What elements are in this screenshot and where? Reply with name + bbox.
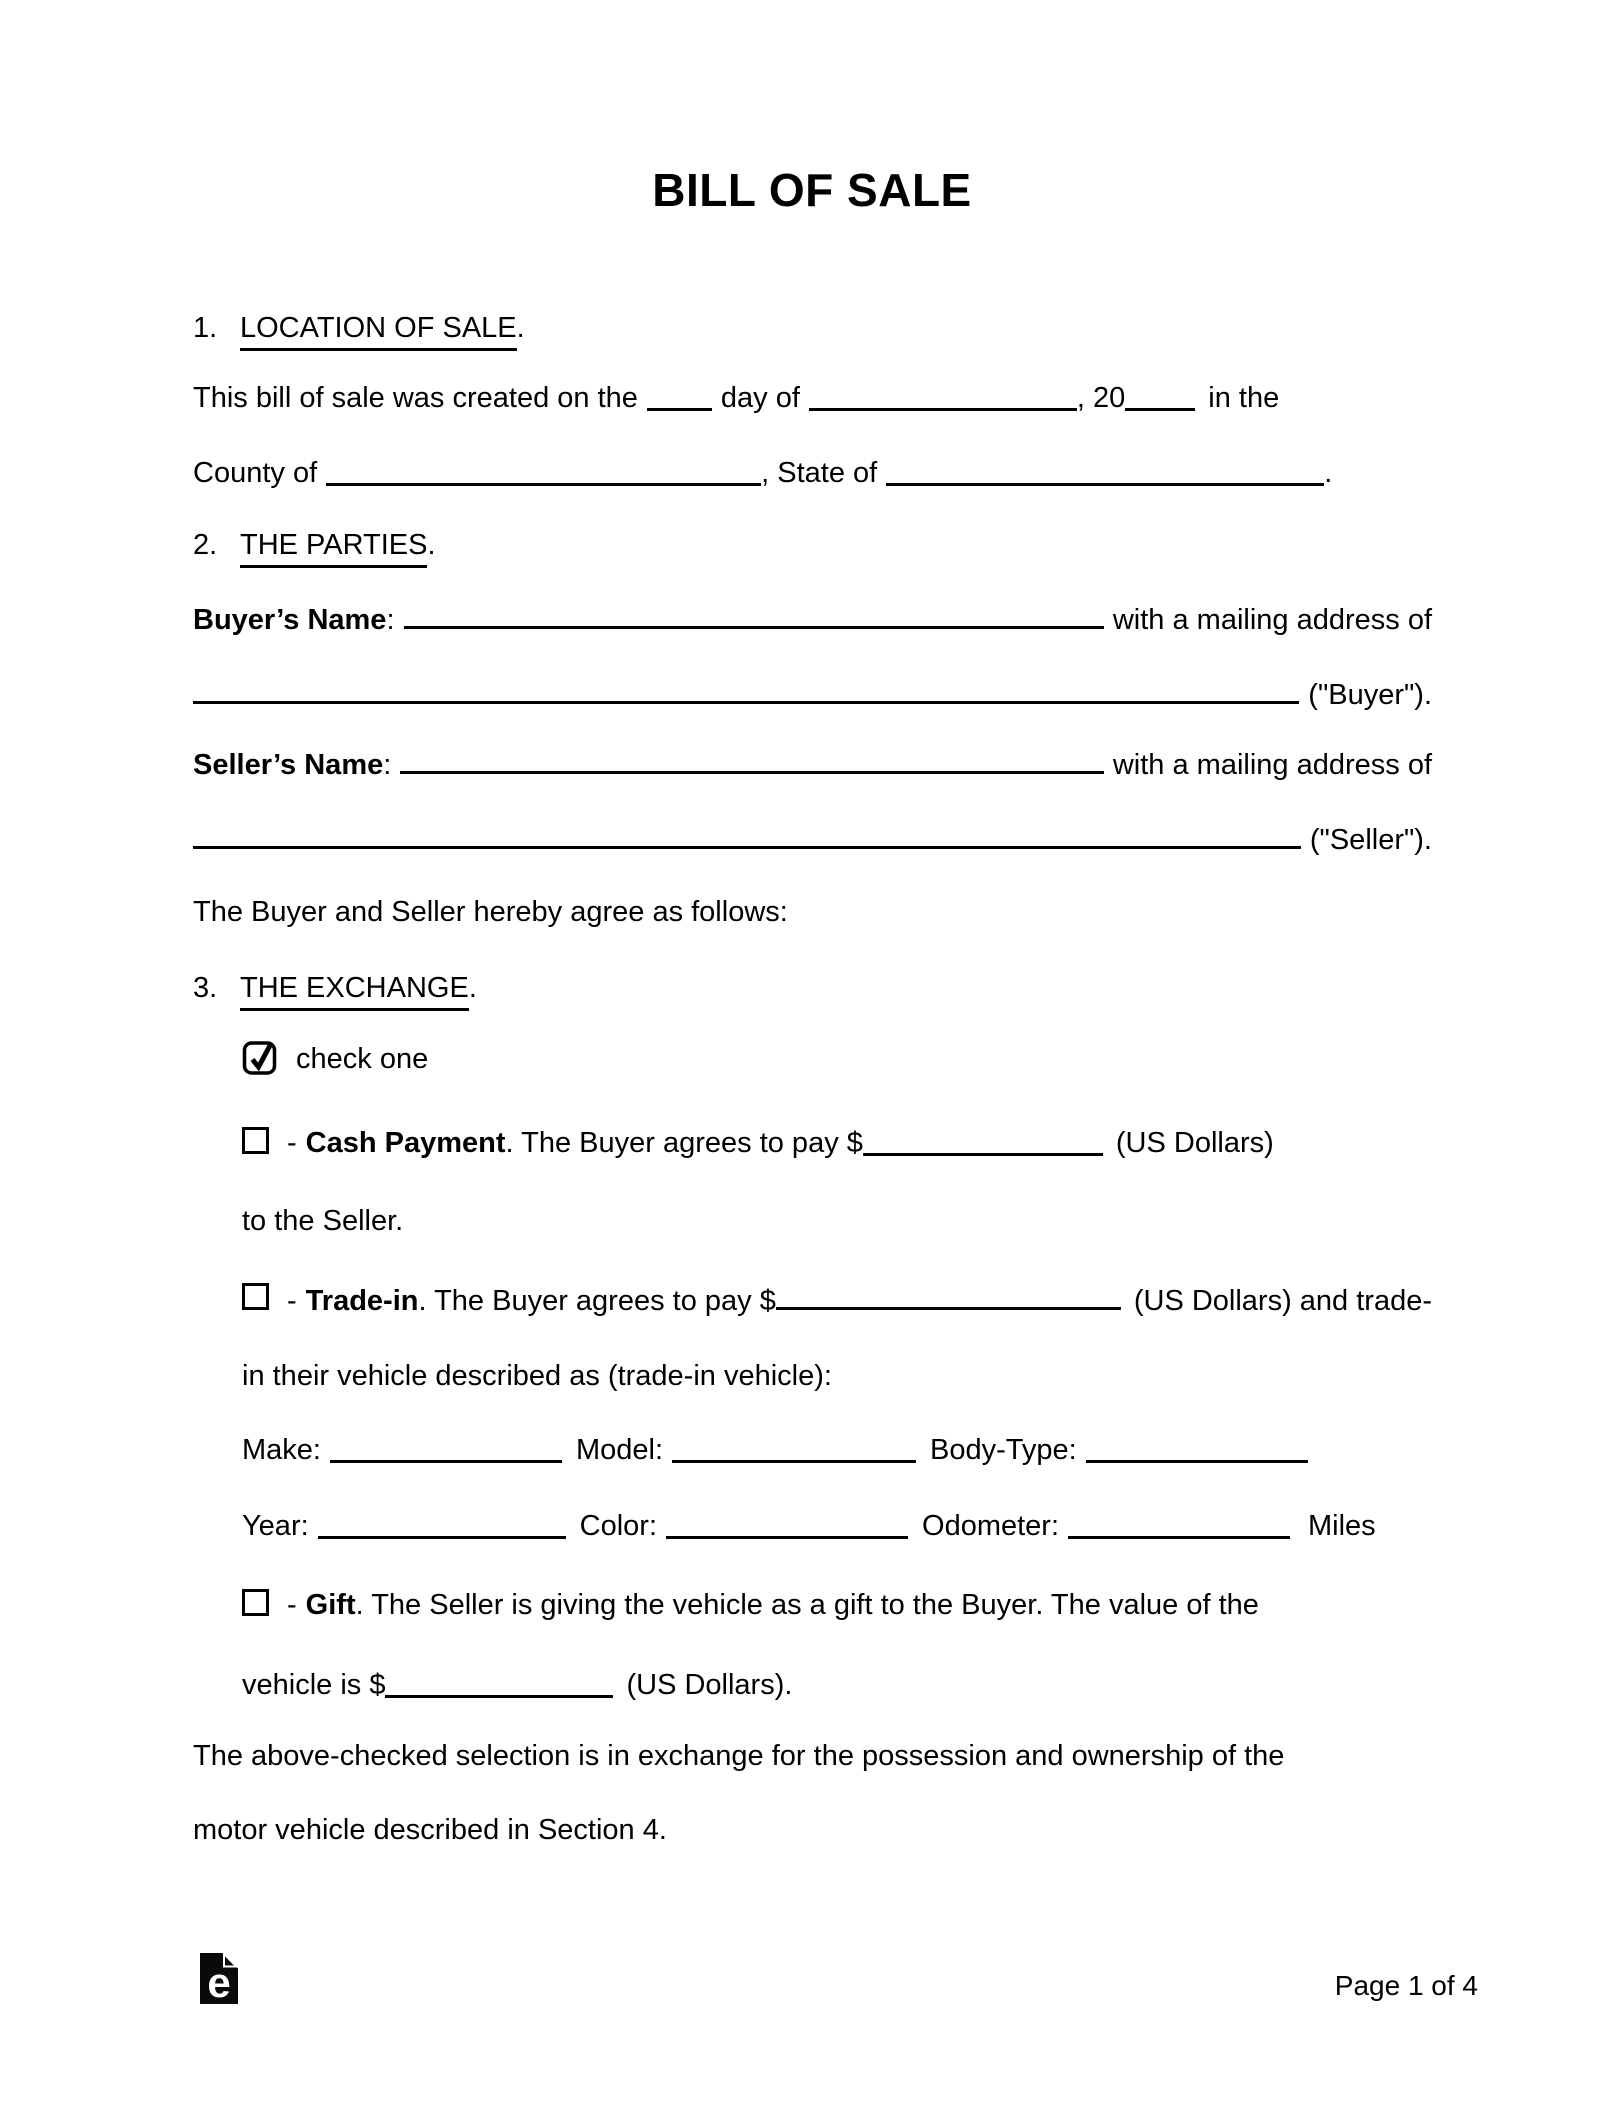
trade-amount-blank[interactable] (776, 1297, 1121, 1310)
buyer-name-line (193, 602, 1432, 638)
gift-text: . The Seller is giving the vehicle as a gift to the Buyer. The value of the (355, 1589, 1259, 1621)
buyer-name-label: Buyer’s Name: (193, 604, 395, 636)
gift-value-line (242, 1667, 792, 1703)
county-label: County of (193, 457, 318, 489)
buyer-address-blank[interactable] (193, 691, 1299, 704)
cash-cont-text: to the Seller. (242, 1205, 404, 1237)
year-blank[interactable] (1125, 398, 1195, 411)
month-blank[interactable] (809, 398, 1077, 411)
seller-paren-text: ("Seller"). (1309, 824, 1432, 856)
year-color-odometer-line (242, 1508, 1376, 1544)
state-label: , State of (761, 457, 878, 489)
cash-post-text: (US Dollars) (1115, 1127, 1274, 1159)
gift-checkbox[interactable] (242, 1589, 269, 1616)
logo-letter: e (207, 1959, 231, 2004)
trade-pre-text: . The Buyer agrees to pay $ (418, 1285, 776, 1317)
color-label: Color: (579, 1510, 658, 1542)
day-of-text: day of (720, 382, 800, 414)
checked-checkbox-icon[interactable] (242, 1038, 280, 1076)
seller-address-line (193, 822, 1432, 858)
body-type-blank[interactable] (1086, 1450, 1308, 1463)
make-model-body-line (242, 1432, 1308, 1468)
body-type-label: Body-Type: (930, 1434, 1077, 1466)
section2-heading-text: THE PARTIES (240, 527, 427, 568)
trade-continued-line (242, 1358, 832, 1394)
day-blank[interactable] (647, 398, 712, 411)
agree-text: The Buyer and Seller hereby agree as follows: (193, 896, 788, 928)
county-line-period: . (1324, 457, 1333, 489)
section2-heading (193, 527, 436, 568)
seller-name-line (193, 747, 1432, 783)
gift-label: Gift (305, 1589, 356, 1621)
section1-heading-text: LOCATION OF SALE (240, 310, 517, 351)
closing-line-2 (193, 1812, 667, 1848)
section3-heading-text: THE EXCHANGE (240, 970, 469, 1011)
section3-heading (193, 970, 477, 1011)
cash-checkbox[interactable] (242, 1127, 269, 1154)
trade-cont-text: in their vehicle described as (trade-in vehicle): (242, 1360, 832, 1392)
buyer-mailing-text: with a mailing address of (1112, 604, 1432, 636)
section2-number: 2. (193, 529, 218, 561)
color-blank[interactable] (666, 1526, 908, 1539)
vehicle-year-blank[interactable] (318, 1526, 566, 1539)
make-blank[interactable] (330, 1450, 562, 1463)
odometer-label: Odometer: (922, 1510, 1060, 1542)
gift-line (242, 1587, 1259, 1623)
section3-heading-period: . (468, 972, 477, 1004)
seller-name-label: Seller’s Name: (193, 749, 392, 781)
cash-dash: - (287, 1127, 297, 1159)
closing-text-1: The above-checked selection is in exchange for the possession and ownership of the (193, 1740, 1285, 1772)
trade-post-text: (US Dollars) and trade- (1133, 1285, 1432, 1317)
cash-payment-line (242, 1125, 1274, 1161)
section3-number: 3. (193, 972, 218, 1004)
gift-amount-blank[interactable] (385, 1685, 613, 1698)
check-one-label: check one (296, 1043, 429, 1075)
odometer-blank[interactable] (1068, 1526, 1290, 1539)
cash-pre-text: . The Buyer agrees to pay $ (505, 1127, 863, 1159)
year-label: Year: (242, 1510, 309, 1542)
trade-dash: - (287, 1285, 297, 1317)
section1-heading-period: . (516, 312, 525, 344)
page-title: BILL OF SALE (652, 164, 972, 216)
model-label: Model: (575, 1434, 664, 1466)
cash-amount-blank[interactable] (863, 1143, 1103, 1156)
created-pre-text: This bill of sale was created on the (193, 382, 638, 414)
gift-dash: - (287, 1589, 297, 1621)
buyer-name-blank[interactable] (404, 616, 1104, 629)
closing-text-2: motor vehicle described in Section 4. (193, 1814, 667, 1846)
county-state-line (193, 455, 1332, 491)
gift-cont-post-text: (US Dollars). (626, 1669, 793, 1701)
buyer-paren-text: ("Buyer"). (1308, 679, 1432, 711)
trade-checkbox[interactable] (242, 1283, 269, 1310)
section1-heading (193, 310, 525, 351)
closing-line-1 (193, 1738, 1284, 1774)
trade-in-line (242, 1283, 1432, 1319)
section2-heading-period: . (427, 529, 436, 561)
created-on-line (193, 380, 1279, 416)
cash-continued-line (242, 1203, 403, 1239)
section1-number: 1. (193, 312, 218, 344)
cash-label: Cash Payment (305, 1127, 506, 1159)
model-blank[interactable] (672, 1450, 916, 1463)
document-logo-icon (200, 1953, 238, 2004)
seller-name-blank[interactable] (400, 761, 1104, 774)
created-post-text: in the (1208, 382, 1280, 414)
year-prefix-text: , 20 (1076, 382, 1126, 414)
buyer-address-line (193, 677, 1432, 713)
seller-mailing-text: with a mailing address of (1112, 749, 1432, 781)
county-blank[interactable] (326, 473, 761, 486)
eforms-logo (200, 1953, 238, 2004)
make-label: Make: (242, 1434, 321, 1466)
miles-label: Miles (1308, 1510, 1376, 1542)
check-one-line (242, 1038, 428, 1077)
state-blank[interactable] (886, 473, 1324, 486)
agree-line (193, 894, 788, 930)
page-number: Page 1 of 4 (1334, 1970, 1478, 2001)
trade-label: Trade-in (305, 1285, 419, 1317)
seller-address-blank[interactable] (193, 836, 1301, 849)
gift-cont-pre-text: vehicle is $ (242, 1669, 386, 1701)
